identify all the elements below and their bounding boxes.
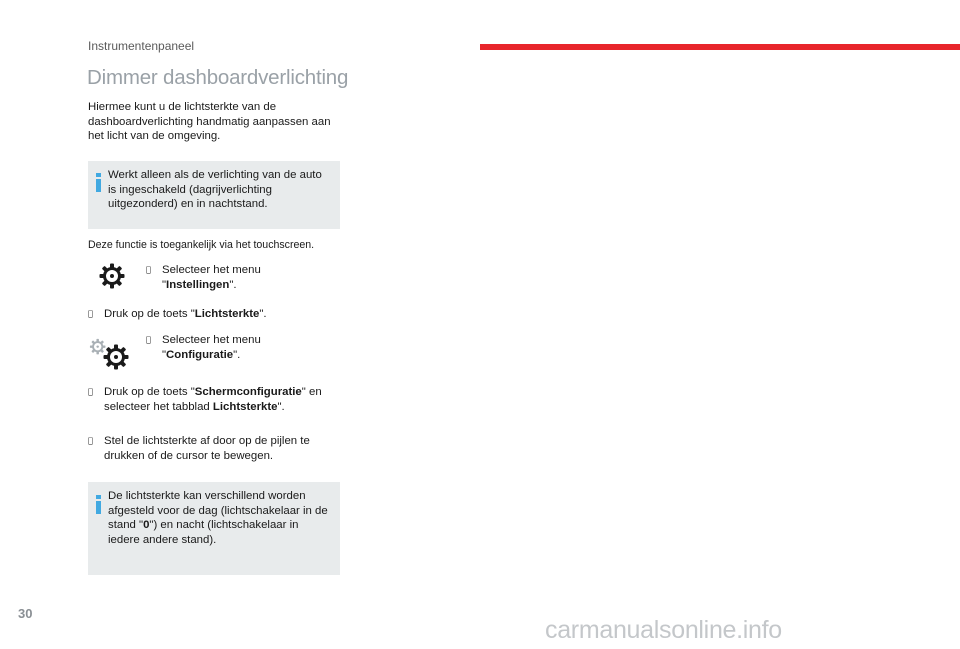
watermark: carmanualsonline.info [545, 616, 782, 644]
bullet-icon [146, 333, 162, 348]
bullet-icon [146, 263, 162, 278]
intro-paragraph: Hiermee kunt u de lichtsterkte van de dashboardverlichting handmatig aanpassen aan het licht van de omgeving. [88, 101, 331, 142]
page-title: Dimmer dashboardverlichting [87, 66, 349, 89]
section-label: Instrumentenpaneel [88, 39, 195, 53]
bullet-icon [88, 307, 104, 322]
page-number: 30 [18, 606, 33, 621]
info-note-text: De lichtsterkte kan verschillend worden afgesteld voor de dag (lichtschakelaar in de stand "0") en nacht (lichtschakelaar in iedere andere stand). [108, 490, 328, 546]
settings-gear-icon [98, 262, 126, 290]
step-select-configuratie: Selecteer het menu "Configuratie". [146, 333, 261, 362]
info-note-text: Werkt alleen als de verlichting van de auto is ingeschakeld (dagrijverlichting uitgezonderd) en in nachtstand. [108, 169, 322, 210]
bullet-icon [88, 434, 104, 449]
step-adjust-brightness: Stel de lichtsterkte af door op de pijlen te drukken of de cursor te bewegen. [88, 434, 348, 463]
bullet-icon [88, 385, 104, 400]
info-icon [96, 173, 101, 192]
configuration-gears-icon [88, 337, 130, 371]
info-note-box [88, 161, 340, 229]
access-text: Deze functie is toegankelijk via het touchscreen. [88, 239, 315, 251]
step-press-lichtsterkte: Druk op de toets "Lichtsterkte". [88, 307, 267, 322]
header-accent-bar [480, 44, 960, 50]
info-icon [96, 495, 101, 514]
info-note-box [88, 482, 340, 575]
step-press-schermconfiguratie: Druk op de toets "Schermconfiguratie" en selecteer het tabblad Lichtsterkte". [88, 385, 348, 414]
step-select-settings: Selecteer het menu "Instellingen". [146, 263, 261, 292]
